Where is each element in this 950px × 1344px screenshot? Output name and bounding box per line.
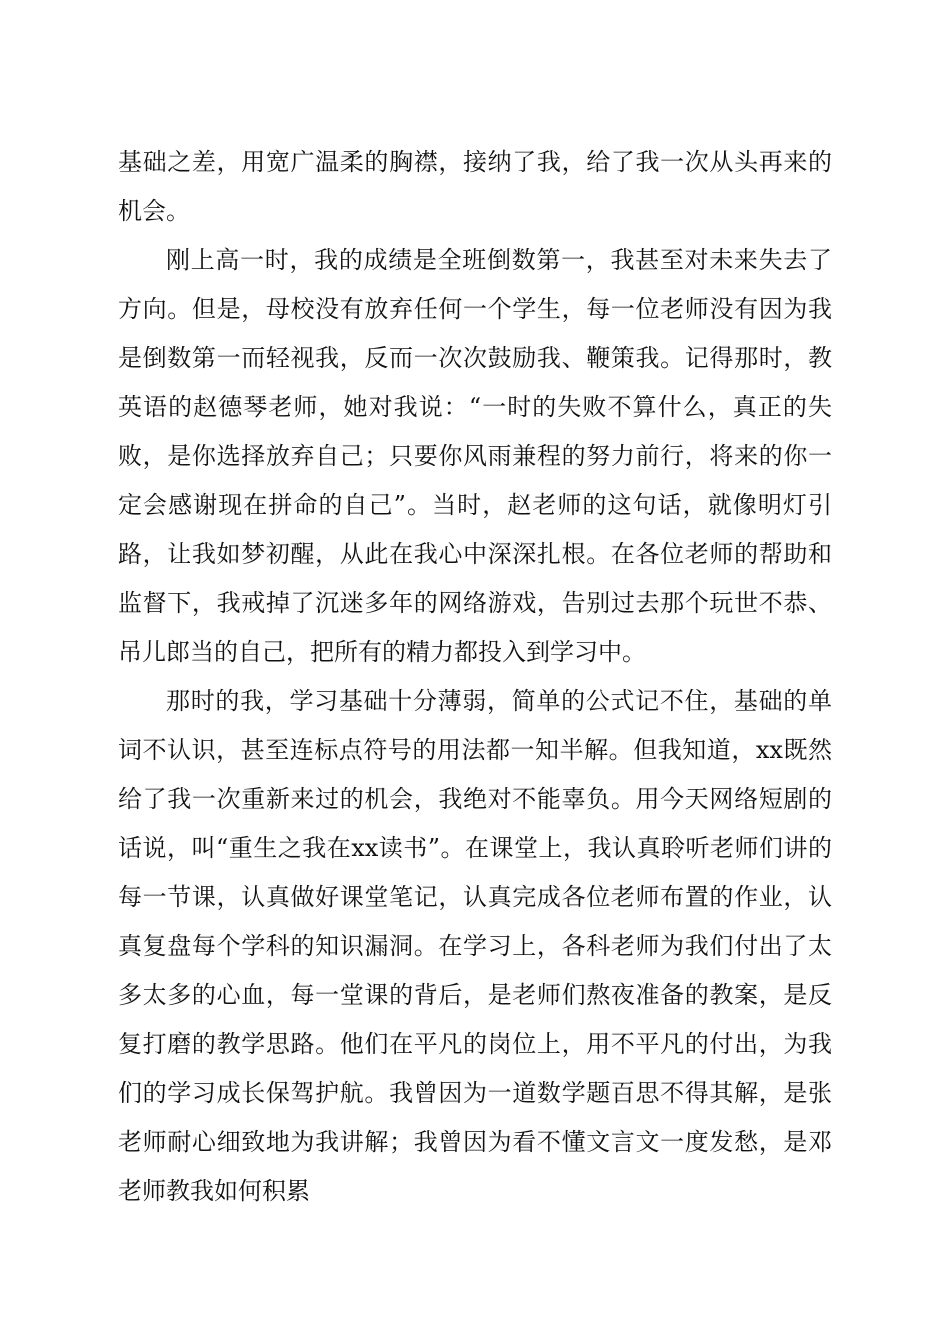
paragraph-first-year: 刚上高一时，我的成绩是全班倒数第一，我甚至对未来失去了方向。但是，母校没有放弃任何一个学生，每一位老师没有因为我是倒数第一而轻视我，反而一次次鼓励我、鞭策我。记得那时，教英语的赵德琴老师，她对我说：“一时的失败不算什么，真正的失败，是你选择放弃自己；只要你风雨兼程的努力前行，将来的你一定会感谢现在拼命的自己”。当时，赵老师的这句话，就像明灯引路，让我如梦初醒，从此在我心中深深扎根。在各位老师的帮助和监督下，我戒掉了沉迷多年的网络游戏，告别过去那个玩世不恭、吊儿郎当的自己，把所有的精力都投入到学习中。: [118, 246, 832, 666]
paragraph-study-foundation: 那时的我，学习基础十分薄弱，简单的公式记不住，基础的单词不认识，甚至连标点符号的用法都一知半解。但我知道，xx既然给了我一次重新来过的机会，我绝对不能辜负。用今天网络短剧的话说，叫“重生之我在xx读书”。在课堂上，我认真聆听老师们讲的每一节课，认真做好课堂笔记，认真完成各位老师布置的作业，认真复盘每个学科的知识漏洞。在学习上，各科老师为我们付出了太多太多的心血，每一堂课的背后，是老师们熬夜准备的教案，是反复打磨的教学思路。他们在平凡的岗位上，用不平凡的付出，为我们的学习成长保驾护航。我曾因为一道数学题百思不得其解，是张老师耐心细致地为我讲解；我曾因为看不懂文言文一度发愁，是邓老师教我如何积累: [118, 687, 832, 1205]
paragraph-continuation: 基础之差，用宽广温柔的胸襟，接纳了我，给了我一次从头再来的机会。: [118, 148, 832, 225]
document-body: [118, 138, 832, 1216]
